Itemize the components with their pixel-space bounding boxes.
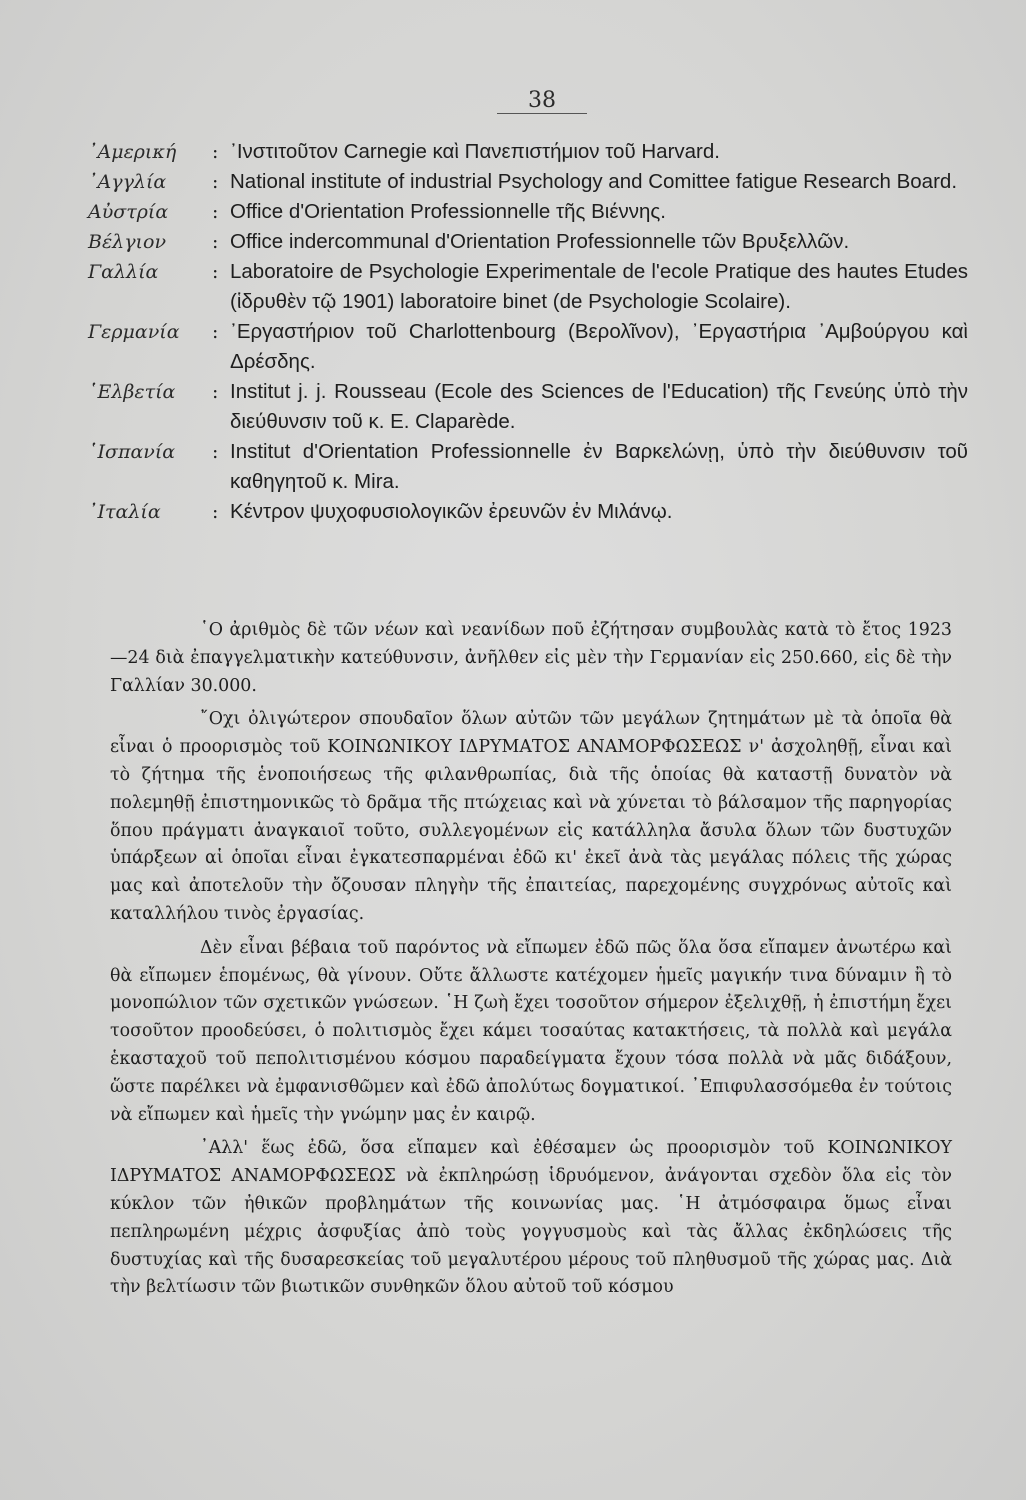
body-text (110, 617, 952, 1308)
list-item (88, 197, 968, 227)
institute-description: Κέντρον ψυχοφυσιολογικῶν ἐρευνῶν ἐν Μιλάνῳ. (230, 500, 673, 523)
country-label: ᾿Ιταλία (88, 501, 161, 523)
paragraph: ᾿Αλλ' ἕως ἐδῶ, ὅσα εἴπαμεν καὶ ἐθέσαμεν ὡς προορισμὸν τοῦ ΚΟΙΝΩΝΙΚΟΥ ΙΔΡΥΜΑΤΟΣ ΑΝΑΜΟΡΦΩΣΕΩΣ νὰ ἐκπληρώσῃ ἱδρυόμενον, ἀνάγονται σχεδὸν ὅλα εἰς τὸν κύκλον τῶν ἠθικῶν προβλημάτων τῆς κοινωνίας μας. ῾Η ἀτμόσφαιρα ὅμως εἶναι πεπληρωμένη μέχρις ἀσφυξίας ἀπὸ τοὺς γογγυσμοὺς καὶ τὰς ἄλλας ἐκδηλώσεις τῆς δυστυχίας καὶ τῆς δυσαρεσκείας τοῦ μεγαλυτέρου μέρους τοῦ πληθυσμοῦ τῆς χώρας μας. Διὰ τὴν βελτίωσιν τῶν βιωτικῶν συνθηκῶν ὅλου αὐτοῦ τοῦ κόσμου (110, 1138, 952, 1298)
country-label: ᾿Αμερική (88, 141, 177, 163)
country-label: ᾿Αγγλία (88, 171, 167, 193)
list-item (88, 167, 968, 197)
institute-description: Institut d'Orientation Professionnelle ἐν Βαρκελώνῃ, ὑπὸ τὴν διεύθυνσιν τοῦ καθηγητοῦ κ. Mira. (230, 440, 968, 493)
list-item (88, 377, 968, 437)
separator: : (212, 141, 219, 163)
list-item (88, 257, 968, 317)
page-number-rule (497, 113, 587, 114)
separator: : (212, 261, 219, 283)
list-item (88, 317, 968, 377)
paragraph: ῎Οχι ὀλιγώτερον σπουδαῖον ὅλων αὐτῶν τῶν μεγάλων ζητημάτων μὲ τὰ ὁποῖα θὰ εἶναι ὁ προορισμὸς τοῦ ΚΟΙΝΩΝΙΚΟΥ ΙΔΡΥΜΑΤΟΣ ΑΝΑΜΟΡΦΩΣΕΩΣ ν' ἀσχοληθῇ, εἶναι καὶ τὸ ζήτημα τῆς ἑνοποιήσεως τῆς φιλανθρωπίας, διὰ τῆς ὁποίας θὰ καταστῇ δυνατὸν νὰ πολεμηθῇ ἐπιστημονικῶς τὸ δρᾶμα τῆς πτώχειας καὶ νὰ χύνεται τὸ βάλσαμον τῆς παρηγορίας ὅπου πράγματι ἀναγκαιοῖ τοῦτο, συλλεγομένων εἰς κατάλληλα ἄσυλα ὅλων τῶν δυστυχῶν ὑπάρξεων αἱ ὁποῖαι εἶναι ἐγκατεσπαρμέναι ἐδῶ κι' ἐκεῖ ἀνὰ τὰς μεγάλας πόλεις τῆς χώρας μας καὶ ἀποτελοῦν τὴν ὄζουσαν πληγὴν τῆς ἐπαιτείας, παρεχομένης συγχρόνως αὐτοῖς καὶ καταλλήλου τινὸς ἐργασίας. (110, 709, 952, 924)
separator: : (212, 171, 219, 193)
institute-list (88, 137, 968, 527)
list-item (88, 227, 968, 257)
separator: : (212, 501, 219, 523)
institute-description: Office d'Orientation Professionnelle τῆς Βιέννης. (230, 200, 666, 223)
separator: : (212, 321, 219, 343)
institute-description: National institute of industrial Psychology and Comittee fatigue Research Board. (230, 170, 958, 193)
separator: : (212, 441, 219, 463)
separator: : (212, 201, 219, 223)
list-item (88, 497, 968, 527)
paragraph: ῾Ο ἀριθμὸς δὲ τῶν νέων καὶ νεανίδων ποῦ ἐζήτησαν συμβουλὰς κατὰ τὸ ἔτος 1923—24 διὰ ἐπαγγελματικὴν κατεύθυνσιν, ἀνῆλθεν εἰς μὲν τὴν Γερμανίαν εἰς 250.660, εἰς δὲ τὴν Γαλλίαν 30.000. (110, 620, 952, 696)
page-number: 38 (528, 88, 556, 113)
country-label: ῾Ισπανία (88, 441, 176, 463)
country-label: Αὐστρία (88, 201, 169, 223)
country-label: Γερμανία (88, 321, 180, 343)
institute-description: Laboratoire de Psychologie Experimentale de l'ecole Pratique des hautes Etudes (ἱδρυθὲν τῷ 1901) laboratoire binet (de Psychologie Scolaire). (230, 260, 968, 313)
country-label: Γαλλία (88, 261, 159, 283)
paragraph: Δὲν εἶναι βέβαια τοῦ παρόντος νὰ εἴπωμεν ἐδῶ πῶς ὅλα ὅσα εἴπαμεν ἀνωτέρω καὶ θὰ εἴπωμεν ἑπομένως, θὰ γίνουν. Οὔτε ἄλλωστε κατέχομεν ἡμεῖς μαγικήν τινα δύναμιν ἢ τὸ μονοπώλιον τῶν σχετικῶν γνώσεων. ῾Η ζωὴ ἔχει τοσοῦτον σήμερον ἐξελιχθῇ, ἡ ἐπιστήμη ἔχει τοσοῦτον προοδεύσει, ὁ πολιτισμὸς ἔχει κάμει τοσαύτας κατακτήσεις, τὰ πολλὰ καὶ μεγάλα ἑκασταχοῦ τοῦ πεπολιτισμένου κόσμου παραδείγματα ἔχουν τόσα πολλὰ νὰ μᾶς διδάξουν, ὥστε παρέλκει νὰ ἐμφανισθῶμεν καὶ ἐδῶ ἀπολύτως δογματικοί. ᾿Επιφυλασσόμεθα ἐν τούτοις νὰ εἴπωμεν καὶ ἡμεῖς τὴν γνώμην μας ἐν καιρῷ. (110, 937, 952, 1125)
separator: : (212, 381, 219, 403)
institute-description: Office indercommunal d'Orientation Professionnelle τῶν Βρυξελλῶν. (230, 230, 850, 253)
country-label: ῾Ελβετία (88, 381, 176, 403)
institute-description: Institut j. j. Rousseau (Ecole des Sciences de l'Education) τῆς Γενεύης ὑπὸ τὴν διεύθυνσιν τοῦ κ. E. Claparède. (230, 380, 968, 433)
separator: : (212, 231, 219, 253)
list-item (88, 437, 968, 497)
country-label: Βέλγιον (88, 231, 166, 253)
institute-description: ᾿Εργαστήριον τοῦ Charlottenbourg (Βερολῖνον), ᾿Εργαστήρια ᾿Αμβούργου καὶ Δρέσδης. (230, 320, 968, 373)
institute-description: ᾿Ινστιτοῦτον Carnegie καὶ Πανεπιστήμιον τοῦ Harvard. (230, 140, 720, 163)
list-item (88, 137, 968, 167)
